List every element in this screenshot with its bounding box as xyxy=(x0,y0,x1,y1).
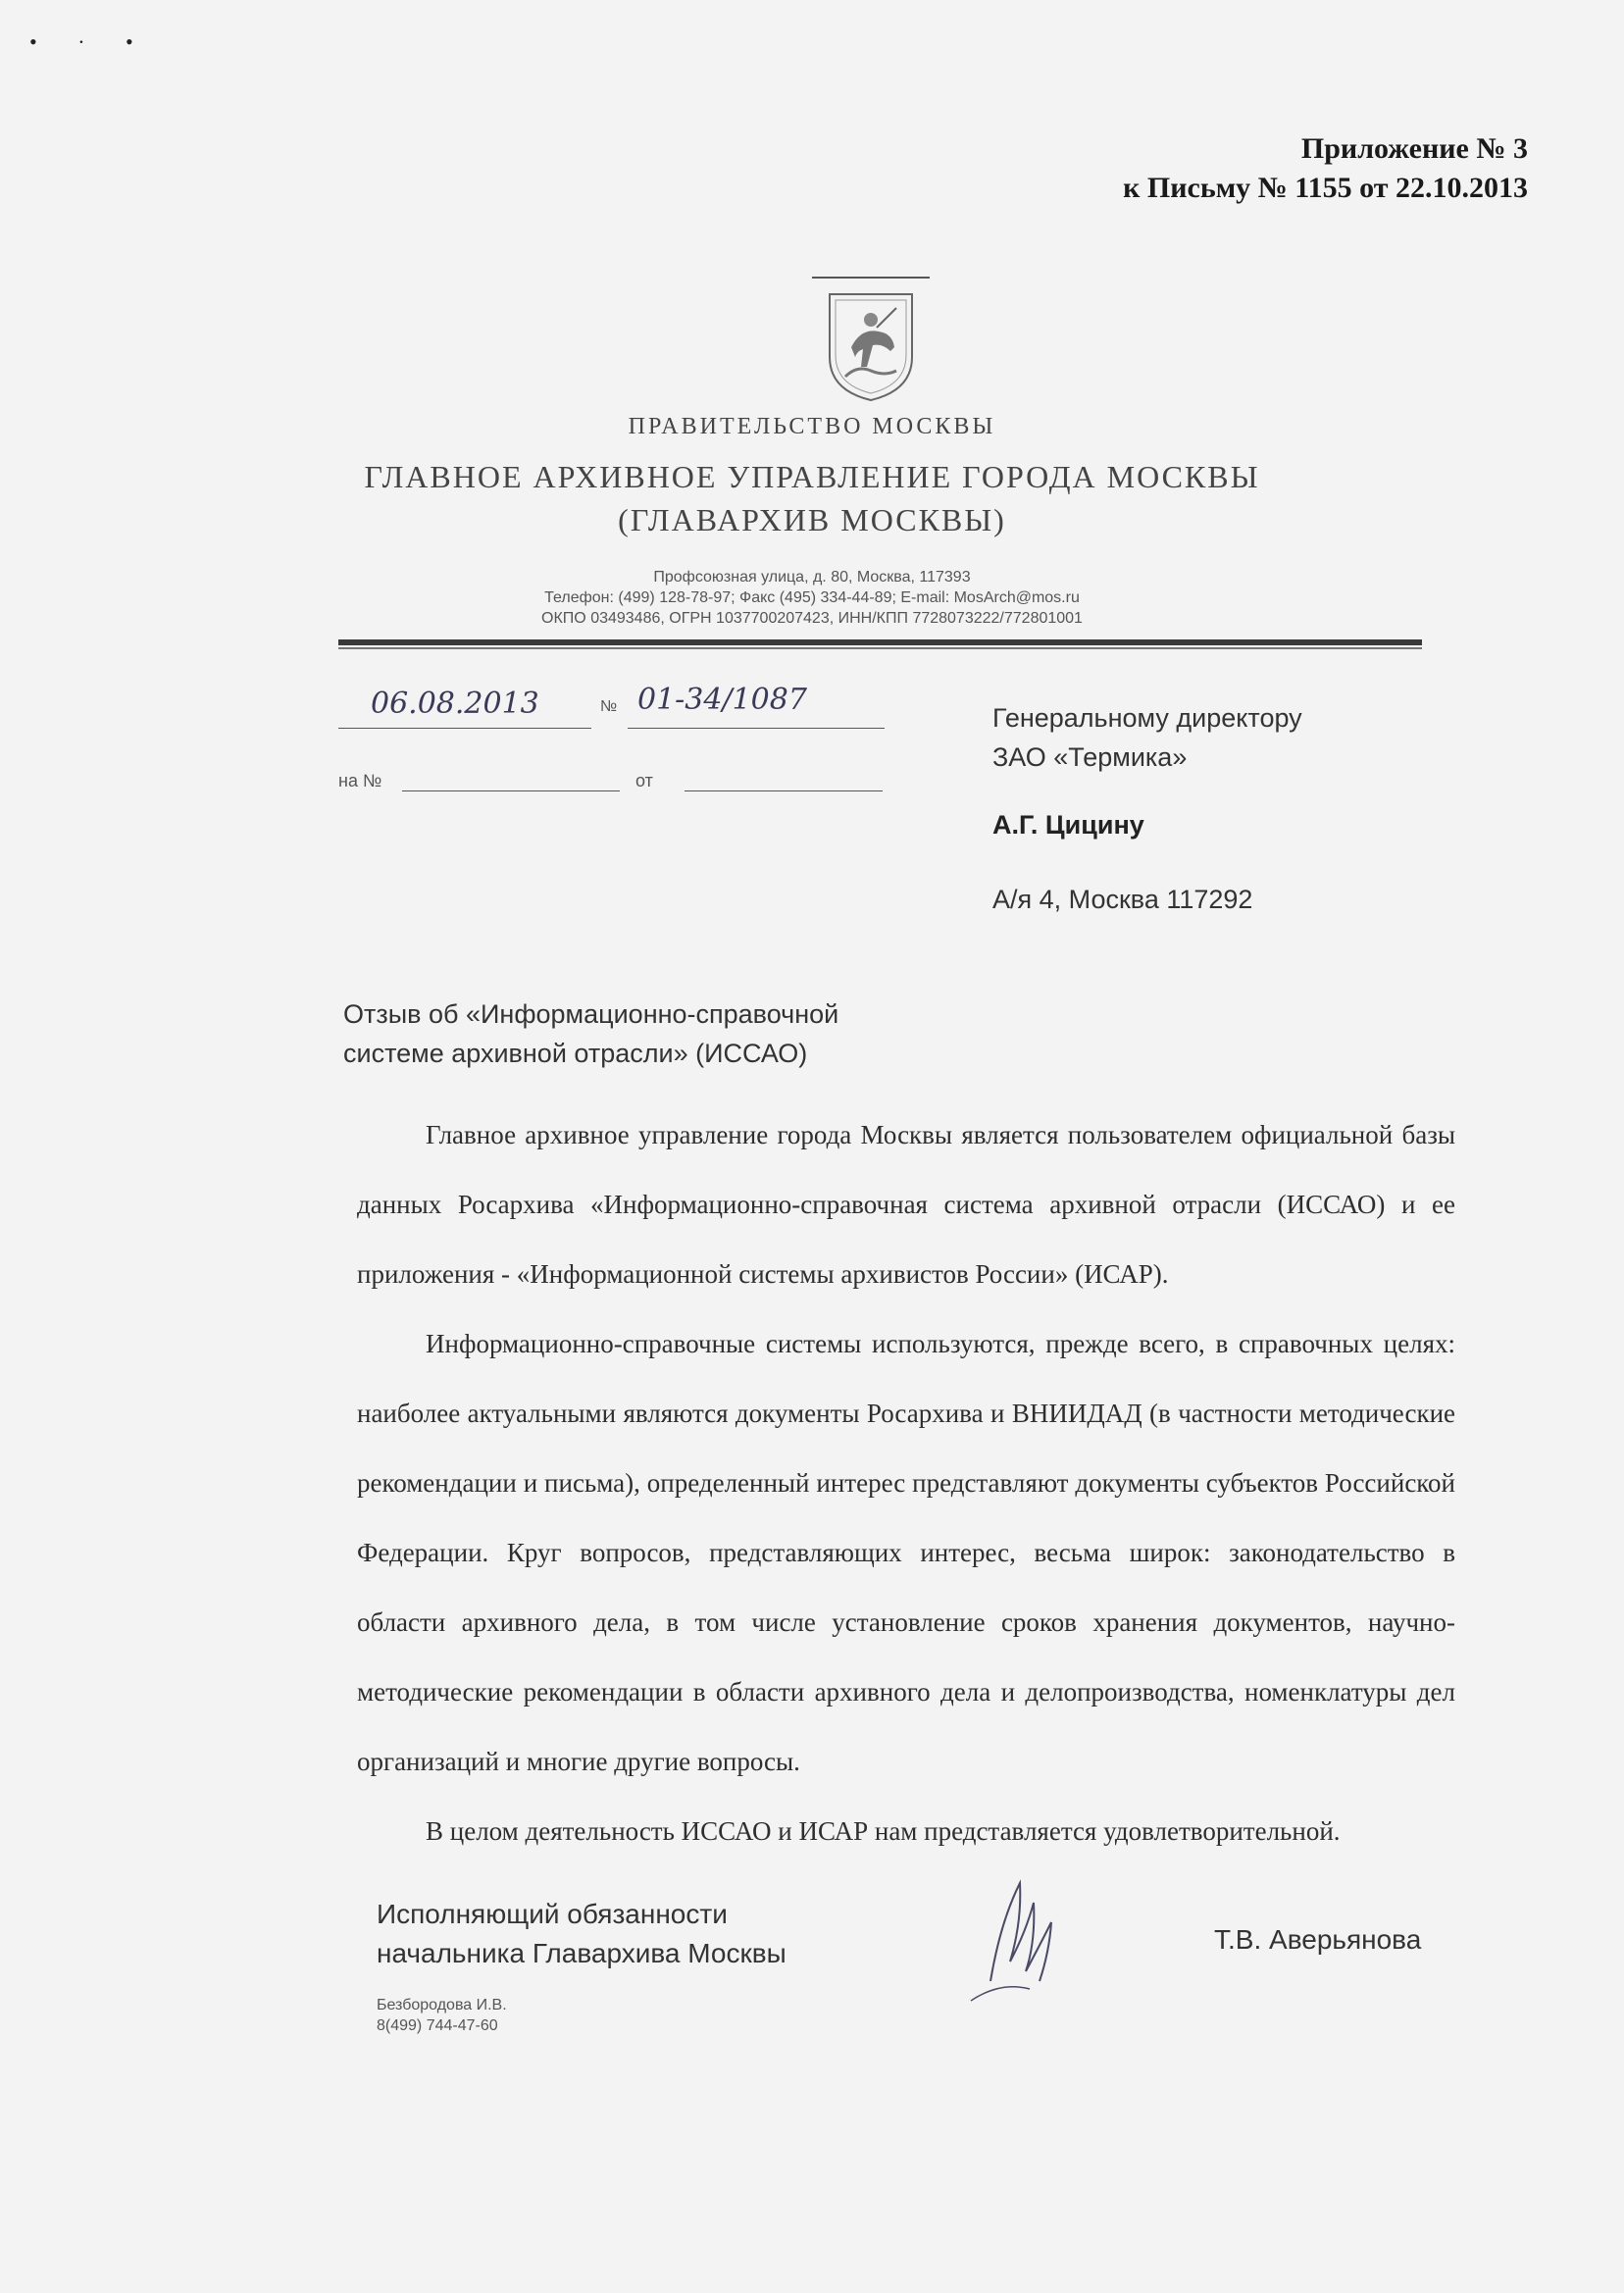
scan-artifact: • · • xyxy=(29,29,151,54)
addressee-block xyxy=(992,698,1302,777)
signatory-name: Т.В. Аверьянова xyxy=(1214,1924,1422,1955)
registration-number-underline xyxy=(628,728,885,729)
subject-line-1: Отзыв об «Информационно-справочной xyxy=(343,999,839,1029)
addressee-position: Генеральному директору xyxy=(992,703,1302,733)
appendix-note xyxy=(1123,129,1528,208)
letter-body xyxy=(357,1100,1455,1866)
reference-date-underline xyxy=(685,790,883,791)
executor-name: Безбородова И.В. xyxy=(377,1997,507,2013)
addressee-address: А/я 4, Москва 117292 xyxy=(992,885,1253,914)
registration-number-label: № xyxy=(600,698,618,715)
reference-date-label: от xyxy=(635,771,653,790)
letter-subject xyxy=(343,994,838,1073)
registration-date-underline xyxy=(338,728,591,729)
body-paragraph-2: Информационно-справочные системы используются, прежде всего, в справочных целях: наиболее актуальными являются документы Росархива и ВНИИДАД (в частности методические рекомендации и письма), определенный интерес представляют документы субъектов Российской Федерации. Круг вопросов, представляющих интерес, весьма широк: законодательство в области архивного дела, в том числе установление сроков хранения документов, научно-методические рекомендации в области архивного дела и делопроизводства, номенклатуры дел организаций и многие другие вопросы. xyxy=(357,1329,1455,1776)
addressee-company: ЗАО «Термика» xyxy=(992,742,1188,772)
letterhead-codes: ОКПО 03493486, ОГРН 1037700207423, ИНН/КПП 7728073222/772801001 xyxy=(541,610,1083,627)
registration-number: 01-34/1087 xyxy=(637,683,807,717)
letterhead-phone: Телефон: (499) 128-78-97; Факс (495) 334-44-89; E-mail: MosArch@mos.ru xyxy=(544,589,1080,606)
registration-date: 06.08.2013 xyxy=(371,687,539,721)
body-paragraph-3: В целом деятельность ИССАО и ИСАР нам представляется удовлетворительной. xyxy=(426,1816,1341,1846)
handwritten-signature xyxy=(932,1863,1098,2011)
signatory-role-line-2: начальника Главархива Москвы xyxy=(377,1938,787,1968)
signatory-role xyxy=(377,1895,787,1973)
executor-info xyxy=(377,1995,507,2036)
appendix-line-1: Приложение № 3 xyxy=(1300,132,1528,165)
letterhead-divider xyxy=(338,639,1422,645)
subject-line-2: системе архивной отрасли» (ИССАО) xyxy=(343,1039,808,1068)
executor-phone: 8(499) 744-47-60 xyxy=(377,2017,498,2034)
letterhead-department: ГЛАВНОЕ АРХИВНОЕ УПРАВЛЕНИЕ ГОРОДА МОСКВЫ xyxy=(364,459,1260,494)
body-paragraph-1: Главное архивное управление города Москвы является пользователем официальной базы данных Росархива «Информационно-справочная система архивной отрасли (ИССАО) и ее приложения - «Информационной системы архивистов России» (ИСАР). xyxy=(357,1120,1455,1289)
letterhead-contacts xyxy=(0,567,1624,629)
letterhead-department-short: (ГЛАВАРХИВ МОСКВЫ) xyxy=(618,502,1006,537)
letterhead-divider-thin xyxy=(338,647,1422,649)
reference-number-underline xyxy=(402,790,620,791)
letterhead-government: ПРАВИТЕЛЬСТВО МОСКВЫ xyxy=(628,414,996,439)
letterhead-address: Профсоюзная улица, д. 80, Москва, 117393 xyxy=(653,569,971,586)
addressee-name: А.Г. Цицину xyxy=(992,810,1144,840)
signatory-role-line-1: Исполняющий обязанности xyxy=(377,1899,728,1929)
appendix-line-2: к Письму № 1155 от 22.10.2013 xyxy=(1123,172,1528,204)
reference-number-label: на № xyxy=(338,771,382,790)
